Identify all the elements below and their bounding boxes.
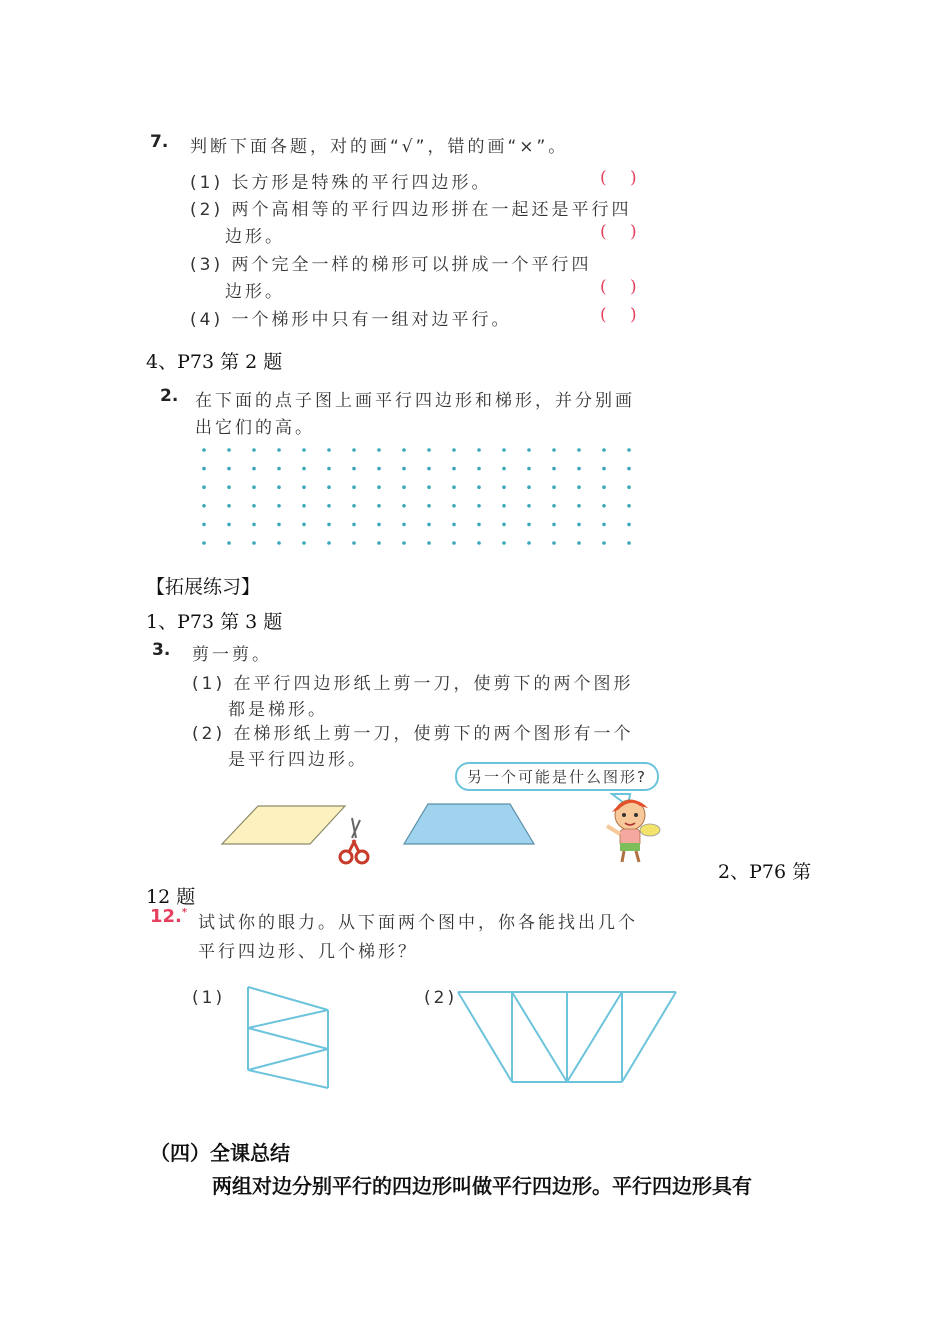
extension-heading: 【拓展练习】	[146, 576, 261, 598]
fig-2-label: (2)	[424, 988, 458, 1008]
speech-bubble: 另一个可能是什么图形?	[455, 762, 659, 791]
scissors-icon	[340, 818, 368, 863]
q7-item-4: (4) 一个梯形中只有一组对边平行。	[190, 310, 512, 330]
yellow-parallelogram	[222, 806, 345, 844]
q7-prompt: 判断下面各题，对的画“√”，错的画“×”。	[190, 137, 569, 157]
answer-parens-4: ( )	[600, 305, 639, 325]
summary-heading: （四）全课总结	[150, 1141, 290, 1165]
answer-parens-2: ( )	[600, 222, 639, 242]
blue-trapezoid	[404, 804, 534, 844]
ext-2-heading-cont: 12 题	[146, 886, 196, 908]
fig-1-label: (1)	[192, 988, 226, 1008]
q3-item-1: (1) 在平行四边形纸上剪一刀，使剪下的两个图形	[192, 674, 634, 694]
q3-item-2: (2) 在梯形纸上剪一刀，使剪下的两个图形有一个	[192, 724, 634, 744]
q7-number: 7.	[150, 132, 169, 152]
answer-parens-3: ( )	[600, 277, 639, 297]
q7-item-3-cont: 边形。	[225, 282, 285, 302]
cartoon-girl-icon	[607, 800, 660, 862]
q12-line-1: 试试你的眼力。从下面两个图中，你各能找出几个	[198, 913, 638, 933]
summary-text: 两组对边分别平行的四边形叫做平行四边形。平行四边形具有	[212, 1174, 752, 1198]
q2-line-1: 在下面的点子图上画平行四边形和梯形，并分别画	[195, 391, 635, 411]
answer-parens-1: ( )	[600, 168, 639, 188]
ext-2-heading: 2、P76 第	[718, 861, 812, 883]
q2-line-2: 出它们的高。	[195, 418, 315, 438]
q3-item-1-cont: 都是梯形。	[228, 700, 328, 720]
section-4-heading: 4、P73 第 2 题	[146, 351, 283, 373]
q7-item-2: (2) 两个高相等的平行四边形拼在一起还是平行四	[190, 200, 632, 220]
q12-line-2: 平行四边形、几个梯形？	[198, 942, 418, 962]
q7-item-3: (3) 两个完全一样的梯形可以拼成一个平行四	[190, 255, 592, 275]
q3-title: 剪一剪。	[192, 645, 272, 665]
q7-item-2-cont: 边形。	[225, 227, 285, 247]
q12-number: 12.*	[150, 906, 188, 927]
q3-item-2-cont: 是平行四边形。	[228, 750, 368, 770]
figure-1-parallelograms	[248, 987, 328, 1088]
ext-1-heading: 1、P73 第 3 题	[146, 611, 283, 633]
q3-number: 3.	[152, 640, 171, 660]
q7-item-1: (1) 长方形是特殊的平行四边形。	[190, 173, 492, 193]
figure-2-trapezoid	[458, 992, 676, 1082]
q2-number: 2.	[160, 386, 179, 406]
